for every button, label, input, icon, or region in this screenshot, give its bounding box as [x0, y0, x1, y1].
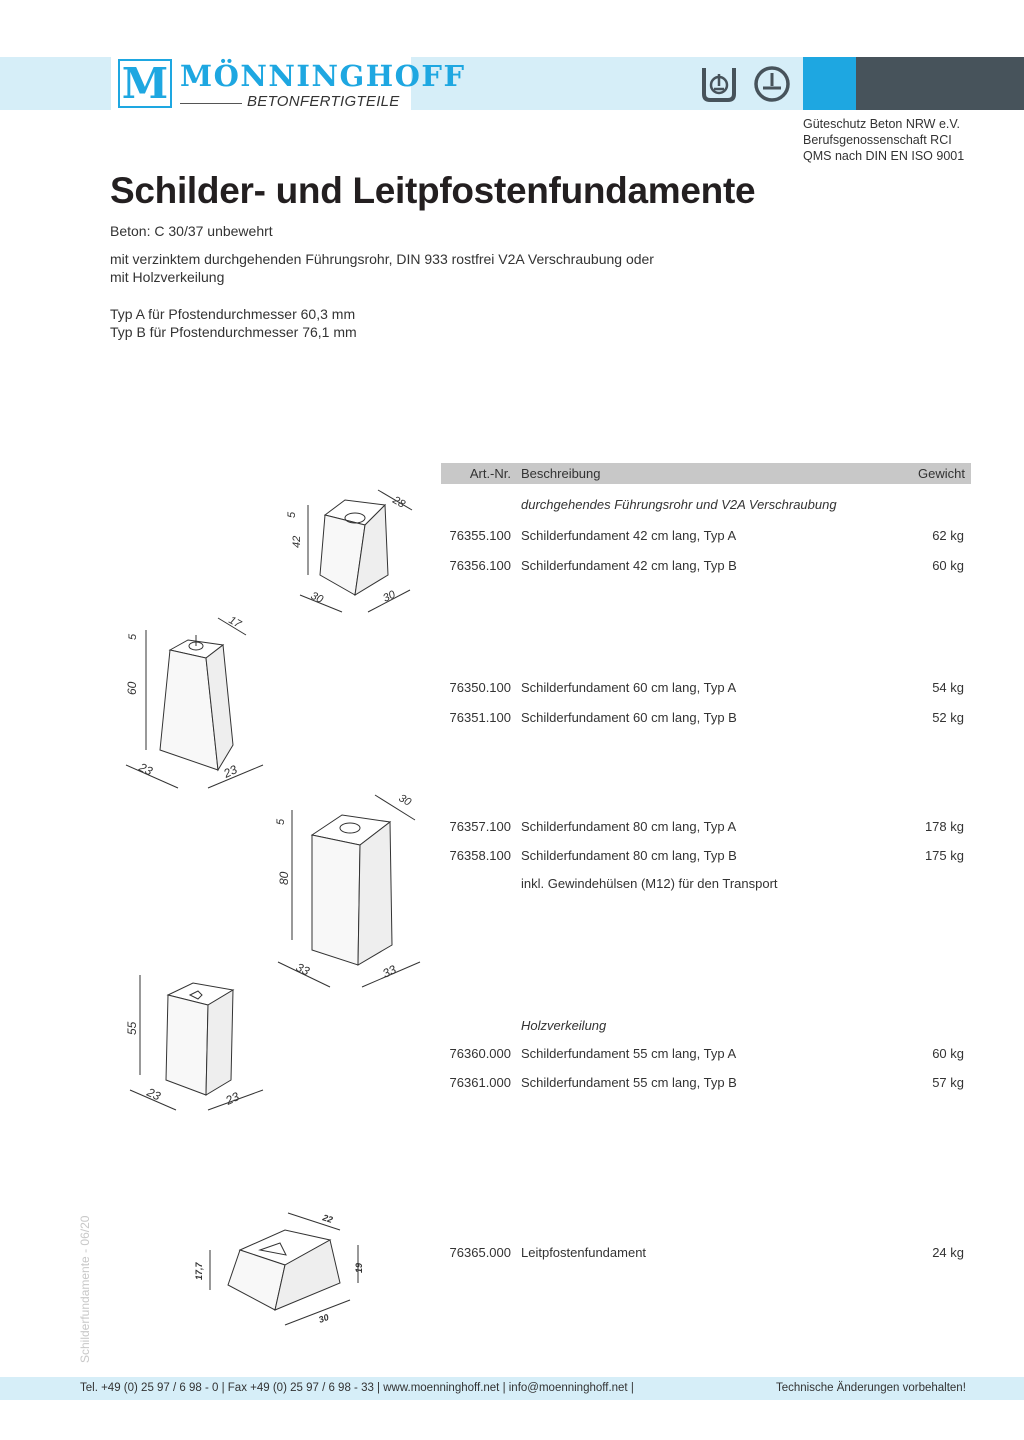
drawing-42cm: [280, 480, 420, 620]
row-desc: Schilderfundament 60 cm lang, Typ B: [521, 710, 737, 725]
logo-divider: [180, 103, 242, 104]
col-header-desc: Beschreibung: [521, 466, 601, 481]
row-weight: 60 kg: [932, 558, 964, 573]
dim-head: 5: [275, 818, 287, 825]
dim-base-left: 33: [293, 960, 312, 979]
drawing-55cm: [118, 965, 268, 1115]
dim-head: 5: [286, 511, 298, 518]
subheading-wood: Holzverkeilung: [521, 1018, 607, 1033]
drawing-leitpfosten: [190, 1205, 380, 1335]
company-name: MÖNNINGHOFF: [180, 59, 466, 93]
footer-disclaimer: Technische Änderungen vorbehalten!: [776, 1382, 966, 1394]
row-desc: Leitpfostenfundament: [521, 1245, 647, 1260]
row-art: 76365.000: [449, 1245, 511, 1260]
drawing-60cm: [118, 610, 268, 800]
cert-line: QMS nach DIN EN ISO 9001: [803, 149, 965, 163]
dim-top: 17: [226, 614, 244, 631]
col-header-weight: Gewicht: [918, 466, 965, 481]
dim-height-right: 19: [354, 1262, 364, 1273]
accent-bar: [856, 57, 1024, 110]
row-weight: 57 kg: [932, 1075, 964, 1090]
row-art: 76360.000: [449, 1046, 511, 1061]
side-date-label: Schilderfundamente - 06/20: [78, 1215, 92, 1363]
dim-height: 55: [125, 1021, 139, 1035]
dim-base-right: 30: [381, 588, 398, 605]
dim-top: 28: [390, 494, 408, 511]
logo-letter: M: [121, 59, 169, 108]
dim-base-right: 23: [221, 762, 240, 781]
cert-line: Berufsgenossenschaft RCI: [803, 133, 952, 147]
concrete-spec: Beton: C 30/37 unbewehrt: [110, 223, 273, 239]
logo-mark: [118, 59, 172, 108]
dim-base-left: 23: [136, 760, 155, 779]
row-weight: 175 kg: [924, 848, 964, 863]
dim-base: 30: [317, 1312, 331, 1325]
type-b-spec: Typ B für Pfostendurchmesser 76,1 mm: [110, 324, 357, 340]
dim-height-left: 17,7: [194, 1262, 204, 1280]
company-tagline: BETONFERTIGTEILE: [247, 93, 400, 110]
drawing-80cm: [270, 790, 430, 995]
dim-base-left: 23: [144, 1085, 163, 1104]
subheading-steel: durchgehendes Führungsrohr und V2A Verschraubung: [521, 497, 837, 512]
dim-base-right: 23: [223, 1089, 242, 1108]
row-weight: 52 kg: [932, 710, 964, 725]
dim-base-right: 33: [380, 962, 399, 981]
accent-square: [803, 57, 856, 110]
dim-height: 80: [277, 871, 291, 885]
row-weight: 178 kg: [924, 819, 964, 834]
level-quality-icon: [752, 64, 792, 104]
row-art: 76361.000: [449, 1075, 511, 1090]
row-art: 76355.100: [449, 528, 511, 543]
row-weight: 24 kg: [932, 1245, 964, 1260]
col-header-art: Art.-Nr.: [469, 466, 511, 481]
transport-note: inkl. Gewindehülsen (M12) für den Transport: [521, 876, 778, 891]
row-art: 76358.100: [449, 848, 511, 863]
footer-contact: Tel. +49 (0) 25 97 / 6 98 - 0 | Fax +49 (0) 25 97 / 6 98 - 33 | www.moenninghoff.net | info@moenninghoff.net |: [80, 1382, 634, 1394]
dim-base-left: 30: [308, 589, 325, 606]
row-desc: Schilderfundament 60 cm lang, Typ A: [521, 680, 737, 695]
row-desc: Schilderfundament 42 cm lang, Typ B: [521, 558, 737, 573]
row-desc: Schilderfundament 55 cm lang, Typ A: [521, 1046, 737, 1061]
page-title: Schilder- und Leitpfostenfundamente: [110, 170, 756, 211]
row-desc: Schilderfundament 80 cm lang, Typ A: [521, 819, 737, 834]
dim-head: 5: [127, 633, 139, 640]
row-art: 76357.100: [449, 819, 511, 834]
dim-top: 30: [396, 792, 414, 809]
row-weight: 54 kg: [932, 680, 964, 695]
intro-line: mit verzinktem durchgehenden Führungsrohr, DIN 933 rostfrei V2A Verschraubung oder: [110, 251, 654, 267]
dim-top: 22: [321, 1212, 334, 1225]
mould-quality-icon: [700, 64, 738, 104]
intro-line: mit Holzverkeilung: [110, 269, 225, 285]
row-art: 76356.100: [449, 558, 511, 573]
row-weight: 62 kg: [932, 528, 964, 543]
row-desc: Schilderfundament 80 cm lang, Typ B: [521, 848, 737, 863]
dim-height: 42: [291, 535, 303, 548]
row-art: 76350.100: [449, 680, 511, 695]
type-a-spec: Typ A für Pfostendurchmesser 60,3 mm: [110, 306, 356, 322]
dim-height: 60: [125, 681, 139, 695]
cert-line: Güteschutz Beton NRW e.V.: [803, 117, 961, 131]
row-desc: Schilderfundament 55 cm lang, Typ B: [521, 1075, 737, 1090]
row-art: 76351.100: [449, 710, 511, 725]
certifications: [803, 116, 964, 164]
row-desc: Schilderfundament 42 cm lang, Typ A: [521, 528, 737, 543]
row-weight: 60 kg: [932, 1046, 964, 1061]
